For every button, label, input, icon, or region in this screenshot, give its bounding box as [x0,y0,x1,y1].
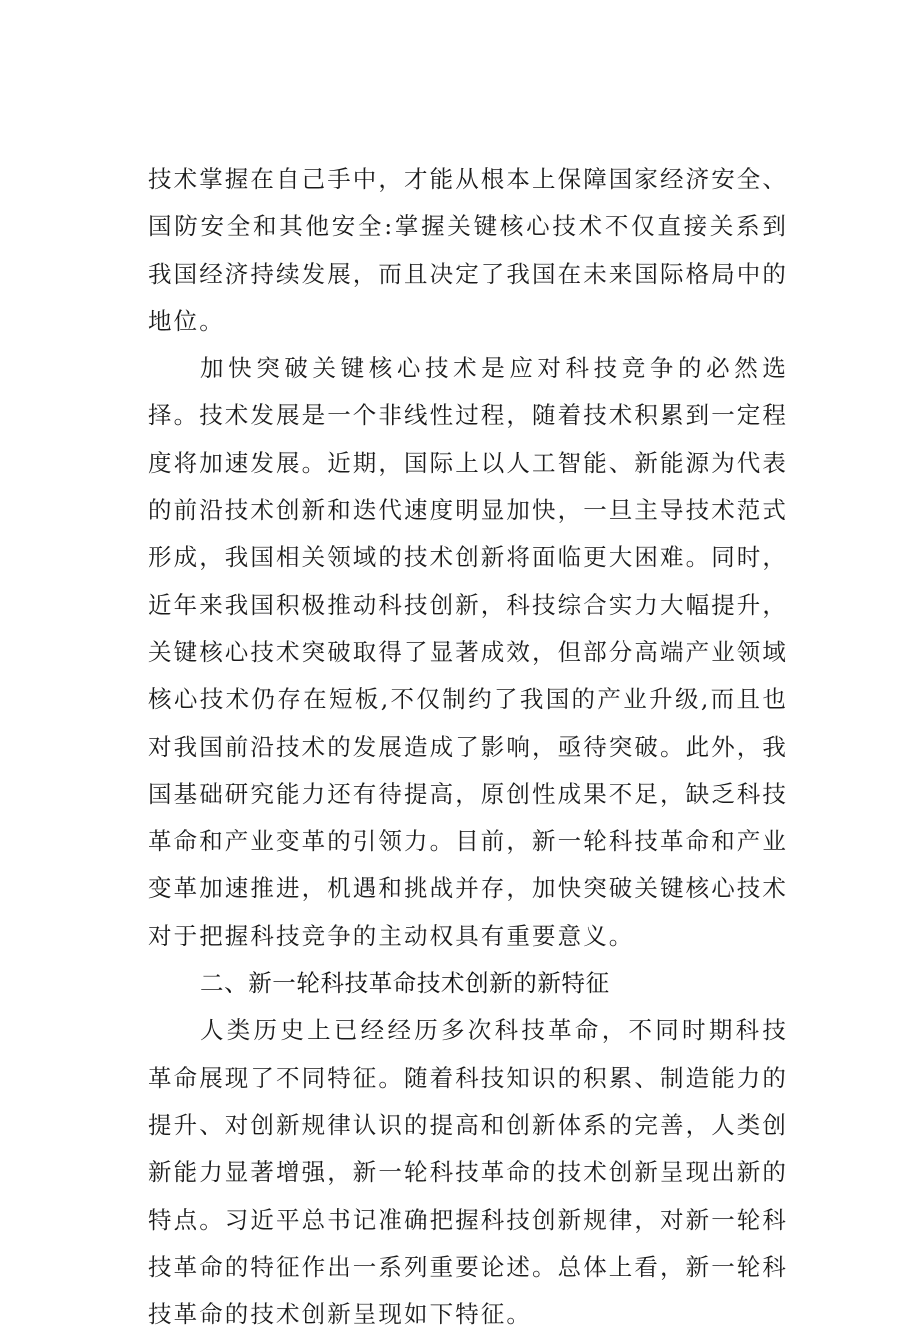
paragraph: 人类历史上已经经历多次科技革命，不同时期科技革命展现了不同特征。随着科技知识的积累、制造能力的提升、对创新规律认识的提高和创新体系的完善，人类创新能力显著增强，新一轮科技革命的技术创新呈现出新的特点。习近平总书记准确把握科技创新规律，对新一轮科技革命的特征作出一系列重要论述。总体上看，新一轮科技革命的技术创新呈现如下特征。 [148,1016,788,1329]
document-body [148,156,788,1338]
section-heading: 二、新一轮科技革命技术创新的新特征 [200,969,610,998]
paragraph: 加快突破关键核心技术是应对科技竞争的必然选择。技术发展是一个非线性过程，随着技术积累到一定程度将加速发展。近期，国际上以人工智能、新能源为代表的前沿技术创新和迭代速度明显加快，一旦主导技术范式形成，我国相关领域的技术创新将面临更大困难。同时，近年来我国积极推动科技创新，科技综合实力大幅提升，关键核心技术突破取得了显著成效，但部分高端产业领域核心技术仍存在短板,不仅制约了我国的产业升级,而且也对我国前沿技术的发展造成了影响，亟待突破。此外，我国基础研究能力还有待提高，原创性成果不足，缺乏科技革命和产业变革的引领力。目前，新一轮科技革命和产业变革加速推进，机遇和挑战并存，加快突破关键核心技术对于把握科技竞争的主动权具有重要意义。 [148,354,788,950]
paragraph: 技术掌握在自己手中，才能从根本上保障国家经济安全、国防安全和其他安全:掌握关键核心技术不仅直接关系到我国经济持续发展，而且决定了我国在未来国际格局中的地位。 [148,165,788,335]
